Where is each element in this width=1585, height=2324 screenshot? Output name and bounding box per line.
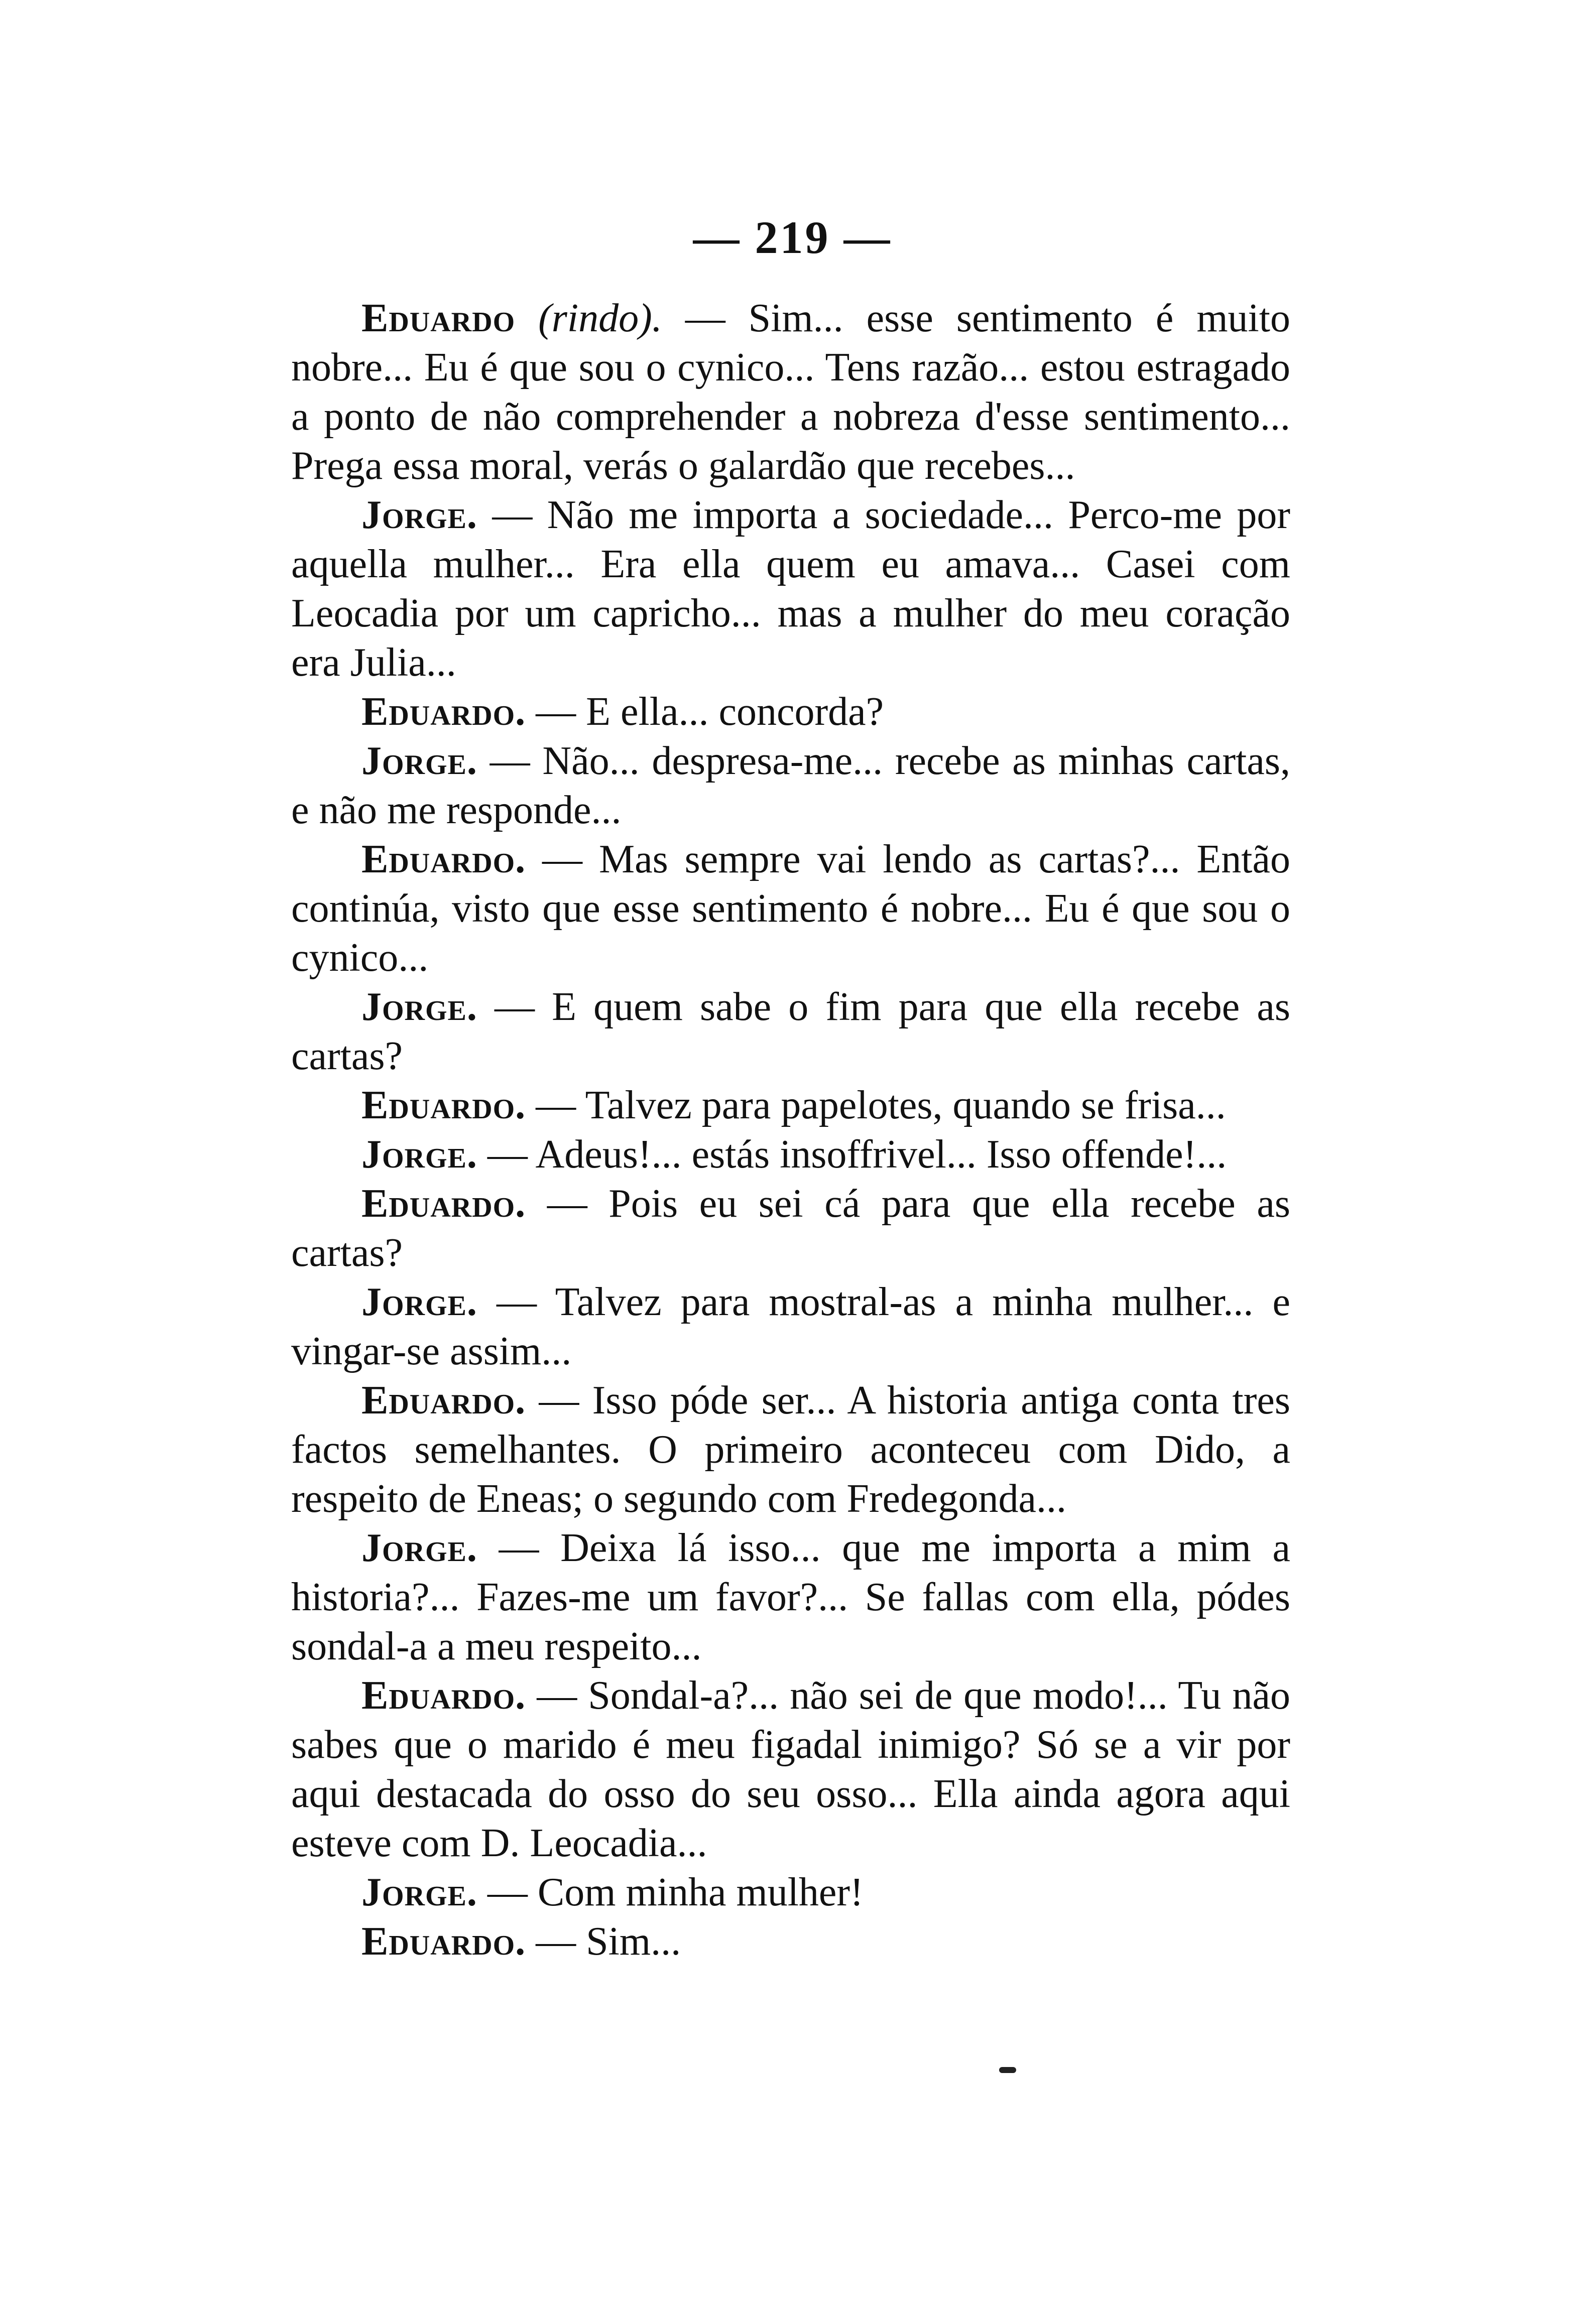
- dialogue-line: [291, 736, 1290, 835]
- dialogue-line: [291, 1130, 1290, 1179]
- speech: — Sim...: [526, 1919, 681, 1964]
- speaker-name: Jorge.: [361, 739, 477, 783]
- speaker-name: Jorge.: [361, 493, 477, 537]
- speech: — E quem sabe o fim para que ella recebe as cartas?: [291, 985, 1290, 1078]
- speech: — Sondal-a?... não sei de que modo!... Tu não sabes que o marido é meu figadal inimigo? Só se a vir por aqui destacada do osso do seu osso... Ella ainda agora aqui esteve com D. Leocadia...: [291, 1673, 1290, 1865]
- speaker-name: Eduardo.: [361, 1378, 526, 1423]
- speech: — Talvez para papelotes, quando se frisa...: [526, 1083, 1226, 1127]
- dialogue-line: [291, 490, 1290, 687]
- speaker-name: Jorge.: [361, 1280, 477, 1324]
- speech: — Não me importa a sociedade... Perco-me por aquella mulher... Era ella quem eu amava... Casei com Leocadia por um capricho... mas a mulher do meu coração era Julia...: [291, 493, 1290, 685]
- speaker-name: Eduardo.: [361, 837, 526, 881]
- print-speck: [999, 2067, 1016, 2073]
- speaker-name: Eduardo.: [361, 1673, 526, 1718]
- dialogue-line: [291, 1277, 1290, 1376]
- dialogue-line: [291, 982, 1290, 1081]
- dialogue-line: [291, 1081, 1290, 1130]
- speech: — Isso póde ser... A historia antiga conta tres factos semelhantes. O primeiro aconteceu com Dido, a respeito de Eneas; o segundo com Fredegonda...: [291, 1378, 1290, 1521]
- speech: — Adeus!... estás insoffrivel... Isso offende!...: [477, 1132, 1227, 1177]
- speaker-name: Eduardo.: [361, 1083, 526, 1127]
- dialogue-line: [291, 1523, 1290, 1671]
- speaker-name: Eduardo.: [361, 690, 526, 734]
- speech: — Pois eu sei cá para que ella recebe as cartas?: [291, 1182, 1290, 1275]
- dialogue-text: [291, 294, 1290, 1966]
- speech: — Talvez para mostral-as a minha mulher... e vingar-se assim...: [291, 1280, 1290, 1373]
- speaker-name: Eduardo: [361, 296, 516, 340]
- speech: — E ella... concorda?: [526, 690, 884, 734]
- dialogue-line: [291, 1671, 1290, 1868]
- speaker-name: Eduardo.: [361, 1919, 526, 1964]
- dialogue-line: [291, 294, 1290, 490]
- speech: — Com minha mulher!: [477, 1870, 864, 1914]
- dialogue-line: [291, 687, 1290, 736]
- speaker-name: Jorge.: [361, 1526, 477, 1570]
- speech: — Mas sempre vai lendo as cartas?... Então continúa, visto que esse sentimento é nobre... Eu é que sou o cynico...: [291, 837, 1290, 980]
- speaker-name: Eduardo.: [361, 1182, 526, 1226]
- speech: — Deixa lá isso... que me importa a mim a historia?... Fazes-me um favor?... Se fallas com ella, pódes sondal-a a meu respeito...: [291, 1526, 1290, 1668]
- page-number: — 219 —: [693, 212, 892, 263]
- dialogue-line: [291, 1917, 1290, 1966]
- speech: — Não... despresa-me... recebe as minhas cartas, e não me responde...: [291, 739, 1290, 832]
- stage-direction: (rindo).: [538, 296, 662, 340]
- speech: — Sim... esse sentimento é muito nobre... Eu é que sou o cynico... Tens razão... estou estragado a ponto de não comprehender a nobreza d'esse sentimento... Prega essa moral, verás o galardão que recebes...: [291, 296, 1291, 488]
- speaker-name: Jorge.: [361, 1132, 477, 1177]
- dialogue-line: [291, 1868, 1290, 1917]
- speaker-name: Jorge.: [361, 1870, 477, 1914]
- dialogue-line: [291, 835, 1290, 982]
- dialogue-line: [291, 1376, 1290, 1523]
- dialogue-line: [291, 1179, 1290, 1277]
- speaker-name: Jorge.: [361, 985, 477, 1029]
